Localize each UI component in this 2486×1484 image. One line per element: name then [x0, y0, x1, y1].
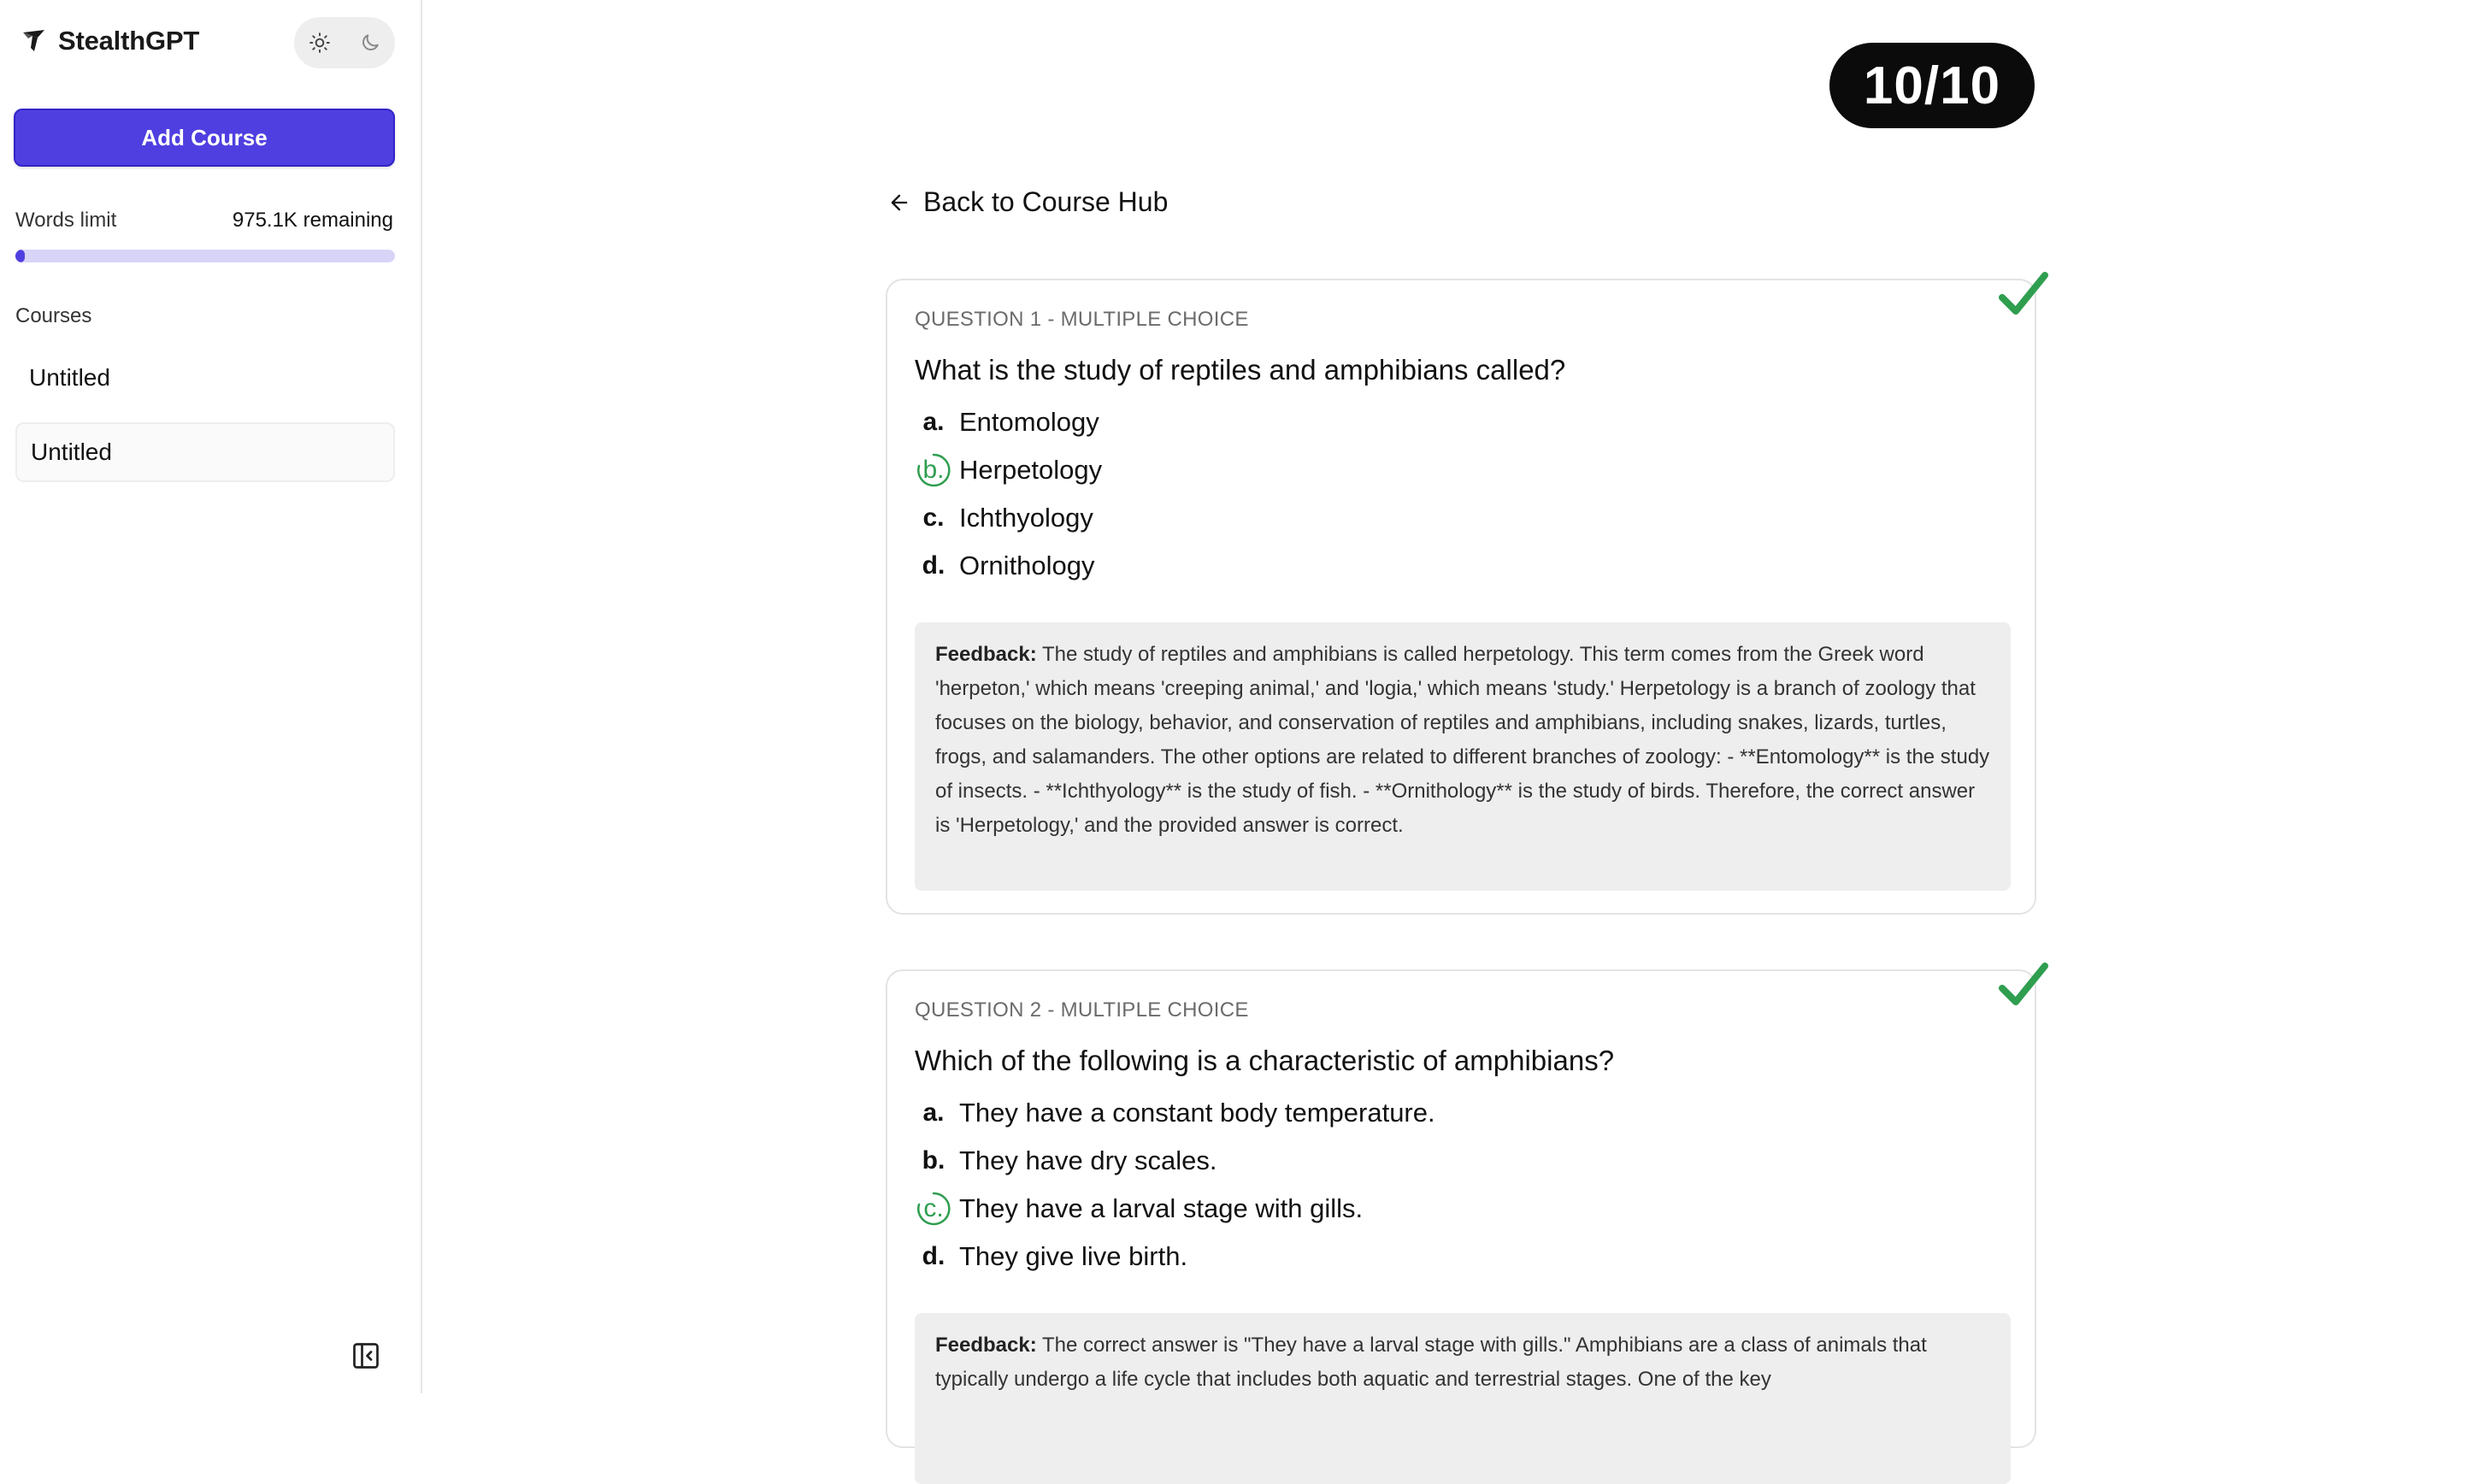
option-text: Entomology: [959, 407, 1099, 437]
feedback-text: The correct answer is "They have a larval stage with gills." Amphibians are a class of animals that typically undergo a life cycle that includes both aquatic and terrestrial stages. One of the key: [935, 1334, 1927, 1391]
feedback-text: The study of reptiles and amphibians is called herpetology. This term comes from the Greek word 'herpeton,' which means 'creeping animal,' and 'logia,' which means 'study.' Herpetology is a branch of zoology that focuses on the biology, behavior, and conservation of reptiles and amphibians, including snakes, lizards, turtles, frogs, and salamanders. The other options are related to different branches of zoology: - **Entomology** is the study of insects. - **Ichthyology** is the study of fish. - **Ornithology** is the study of birds. Therefore, the correct answer is 'Herpetology,' and the provided answer is correct.: [935, 643, 1990, 837]
answer-option[interactable]: [915, 1238, 1187, 1275]
option-letter: a.: [922, 1098, 945, 1127]
option-text: Ichthyology: [959, 503, 1093, 533]
checkmark-icon: [1997, 961, 2050, 1010]
question-card: [886, 279, 2036, 915]
arrow-left-icon: [887, 191, 911, 215]
courses-label: Courses: [15, 304, 92, 327]
course-item[interactable]: Untitled: [15, 422, 395, 482]
answer-option[interactable]: [915, 403, 1099, 441]
option-letter: c.: [922, 504, 945, 532]
option-text: They have dry scales.: [959, 1145, 1217, 1175]
selected-circle-icon: [915, 451, 952, 489]
answer-option-selected[interactable]: [915, 451, 1102, 489]
question-text: What is the study of reptiles and amphibians called?: [915, 354, 1566, 386]
course-item[interactable]: Untitled: [29, 364, 110, 391]
question-text: Which of the following is a characteristic of amphibians?: [915, 1045, 1615, 1076]
brand-name: StealthGPT: [58, 26, 200, 56]
back-to-course-hub-link[interactable]: [887, 186, 1168, 218]
answer-option[interactable]: [915, 1094, 1435, 1132]
option-text: Ornithology: [959, 551, 1095, 580]
back-link-label: Back to Course Hub: [923, 186, 1169, 217]
words-limit-label: Words limit: [15, 209, 117, 232]
stealth-logo-icon: [21, 27, 48, 55]
theme-toggle[interactable]: [294, 17, 395, 68]
option-text: They give live birth.: [959, 1241, 1188, 1271]
feedback-box: [915, 1313, 2011, 1484]
option-text: They have a larval stage with gills.: [959, 1193, 1364, 1223]
sidebar: [0, 0, 422, 1393]
answer-option[interactable]: [915, 1142, 1217, 1180]
question-type: QUESTION 2 - MULTIPLE CHOICE: [915, 998, 1249, 1022]
brand[interactable]: [21, 26, 199, 56]
words-remaining: 975.1K remaining: [232, 209, 393, 232]
answer-option-selected[interactable]: [915, 1190, 1363, 1228]
option-letter: d.: [922, 551, 946, 580]
option-letter: b.: [922, 1146, 946, 1175]
checkmark-icon: [1997, 270, 2050, 320]
answer-option[interactable]: [915, 547, 1095, 585]
option-letter-selected: b.: [915, 451, 952, 489]
question-card: [886, 969, 2036, 1448]
option-letter: d.: [922, 1242, 946, 1270]
score-badge: 10/10: [1829, 43, 2035, 128]
option-text: Herpetology: [959, 455, 1103, 485]
option-letter-selected: c.: [915, 1190, 952, 1228]
sidebar-collapse-icon[interactable]: [351, 1340, 381, 1371]
add-course-button[interactable]: Add Course: [14, 109, 395, 167]
option-letter: a.: [922, 408, 945, 436]
selected-circle-icon: [915, 1190, 952, 1228]
words-limit-progress-fill: [15, 250, 25, 262]
question-type: QUESTION 1 - MULTIPLE CHOICE: [915, 308, 1249, 331]
feedback-label: Feedback:: [935, 1334, 1037, 1357]
answer-option[interactable]: [915, 499, 1093, 537]
feedback-box: [915, 622, 2011, 891]
feedback-label: Feedback:: [935, 643, 1037, 666]
sun-icon[interactable]: [308, 31, 332, 55]
option-text: They have a constant body temperature.: [959, 1098, 1435, 1128]
words-limit-progress: [15, 250, 395, 262]
moon-icon[interactable]: [358, 31, 382, 55]
